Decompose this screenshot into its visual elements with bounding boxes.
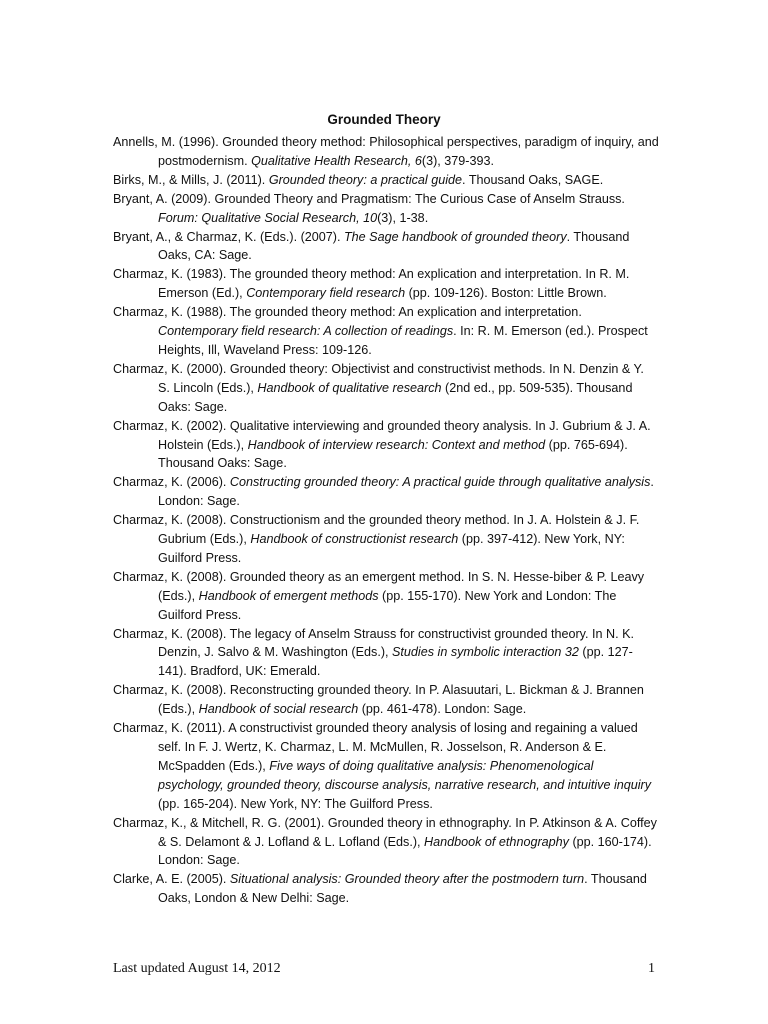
footer-last-updated: Last updated August 14, 2012 xyxy=(113,961,281,976)
footer-page-number: 1 xyxy=(648,961,655,976)
reference-title-italic: Contemporary field research xyxy=(246,286,406,301)
reference-title-italic: Contemporary field research: A collection of readings xyxy=(158,324,454,339)
reference-text: Charmaz, K. (2008). Grounded theory as an emergent method. In S. N. Hesse-biber & P. Leavy (Eds.), xyxy=(113,569,645,603)
reference-text: Charmaz, K. (1983). The grounded theory method: An explication and interpretation. In R. M. Emerson (Ed.), xyxy=(113,267,630,301)
reference-entry xyxy=(113,814,659,871)
reference-text: Charmaz, K. (2000). Grounded theory: Objectivist and constructivist methods. In N. Denzin & Y. S. Lincoln (Eds.), xyxy=(113,361,644,395)
reference-entry xyxy=(113,568,659,625)
reference-text: . In: R. M. Emerson (ed.). Prospect Heights, Ill, Waveland Press: 109-126. xyxy=(158,324,648,357)
reference-text: (3), 379-393. xyxy=(421,153,495,168)
reference-text: (2nd ed., pp. 509-535). Thousand Oaks: Sage. xyxy=(158,380,633,414)
reference-text: Clarke, A. E. (2005). xyxy=(113,872,230,887)
reference-title-italic: Forum: Qualitative Social Research, 10 xyxy=(158,210,378,225)
reference-entry xyxy=(113,360,659,417)
reference-text: Bryant, A. (2009). Grounded Theory and Pragmatism: The Curious Case of Anselm Strauss. xyxy=(113,191,625,206)
reference-text: Charmaz, K. (2008). The legacy of Anselm Strauss for constructivist grounded theory. In N. K. Denzin, J. Salvo & M. Washington (Eds.), xyxy=(113,626,635,660)
reference-text: (pp. 160-174). London: Sage. xyxy=(158,834,652,868)
reference-title-italic: Situational analysis: Grounded theory after the postmodern turn xyxy=(229,872,585,887)
reference-text: (pp. 109-126). Boston: Little Brown. xyxy=(405,286,607,301)
reference-text: . Thousand Oaks, CA: Sage. xyxy=(158,229,630,263)
reference-text: Charmaz, K. (2006). xyxy=(113,475,230,490)
reference-text: (3), 1-38. xyxy=(377,210,429,225)
reference-text: Bryant, A., & Charmaz, K. (Eds.). (2007). xyxy=(113,229,344,244)
reference-entry xyxy=(113,681,659,719)
reference-title-italic: Handbook of social research xyxy=(198,702,359,717)
reference-text: . London: Sage. xyxy=(158,475,654,509)
reference-text: Birks, M., & Mills, J. (2011). xyxy=(113,172,269,187)
reference-text: Charmaz, K. (1988). The grounded theory method: An explication and interpretation. xyxy=(113,305,582,320)
reference-entry xyxy=(113,625,659,682)
reference-title-italic: The Sage handbook of grounded theory xyxy=(343,229,567,244)
reference-text: (pp. 155-170). New York and London: The Guilford Press. xyxy=(158,588,617,622)
reference-title-italic: Grounded theory: a practical guide xyxy=(268,172,463,187)
reference-entry xyxy=(113,303,659,360)
reference-entry xyxy=(113,265,659,303)
reference-text: . Thousand Oaks, London & New Delhi: Sage. xyxy=(158,872,647,906)
reference-entry xyxy=(113,171,659,190)
reference-title-italic: Qualitative Health Research, 6 xyxy=(251,153,422,168)
reference-entry xyxy=(113,133,659,171)
reference-title-italic: Handbook of constructionist research xyxy=(250,532,459,547)
reference-entry xyxy=(113,190,659,228)
reference-text: (pp. 397-412). New York, NY: Guilford Press. xyxy=(158,532,625,565)
page-title: Grounded Theory xyxy=(327,112,441,127)
reference-title-italic: Handbook of emergent methods xyxy=(198,588,379,603)
reference-entry xyxy=(113,870,659,908)
reference-entry xyxy=(113,719,659,814)
reference-text: Charmaz, K. (2008). Reconstructing grounded theory. In P. Alasuutari, L. Bickman & J. Brannen (Eds.), xyxy=(113,683,644,717)
reference-list xyxy=(113,133,659,908)
reference-entry xyxy=(113,417,659,474)
reference-entry xyxy=(113,511,659,568)
reference-text: (pp. 461-478). London: Sage. xyxy=(358,702,527,717)
reference-text: Charmaz, K. (2011). A constructivist grounded theory analysis of losing and regaining a valued self. In F. J. Wertz, K. Charmaz, L. M. McMullen, R. Josselson, R. Anderson & E. McSpadden (Eds.), xyxy=(113,721,638,773)
reference-title-italic: Studies in symbolic interaction 32 xyxy=(392,645,579,660)
reference-text: Annells, M. (1996). Grounded theory method: Philosophical perspectives, paradigm of inquiry, and postmodernism. xyxy=(113,135,659,168)
reference-entry xyxy=(113,473,659,511)
reference-text: Charmaz, K. (2002). Qualitative interviewing and grounded theory analysis. In J. Gubrium & J. A. Holstein (Eds.), xyxy=(113,418,651,452)
reference-entry xyxy=(113,228,659,266)
reference-text: (pp. 765-694). Thousand Oaks: Sage. xyxy=(158,437,628,471)
reference-text: . Thousand Oaks, SAGE. xyxy=(462,172,604,187)
reference-text: Charmaz, K., & Mitchell, R. G. (2001). Grounded theory in ethnography. In P. Atkinson & A. Coffey & S. Delamont & J. Lofland & L. Lofland (Eds.), xyxy=(113,815,657,849)
reference-title-italic: Handbook of interview research: Context and method xyxy=(247,437,546,452)
reference-text: (pp. 165-204). New York, NY: The Guilford Press. xyxy=(158,796,433,811)
reference-text: Charmaz, K. (2008). Constructionism and the grounded theory method. In J. A. Holstein & J. F. Gubrium (Eds.), xyxy=(113,513,640,547)
reference-title-italic: Handbook of ethnography xyxy=(424,834,569,849)
reference-title-italic: Handbook of qualitative research xyxy=(257,380,442,395)
reference-text: (pp. 127-141). Bradford, UK: Emerald. xyxy=(158,645,633,679)
reference-title-italic: Constructing grounded theory: A practical guide through qualitative analysis xyxy=(229,475,651,490)
reference-title-italic: Five ways of doing qualitative analysis: Phenomenological psychology, grounded theory, discourse analysis, narrative research, and intuitive inquiry xyxy=(158,758,652,792)
